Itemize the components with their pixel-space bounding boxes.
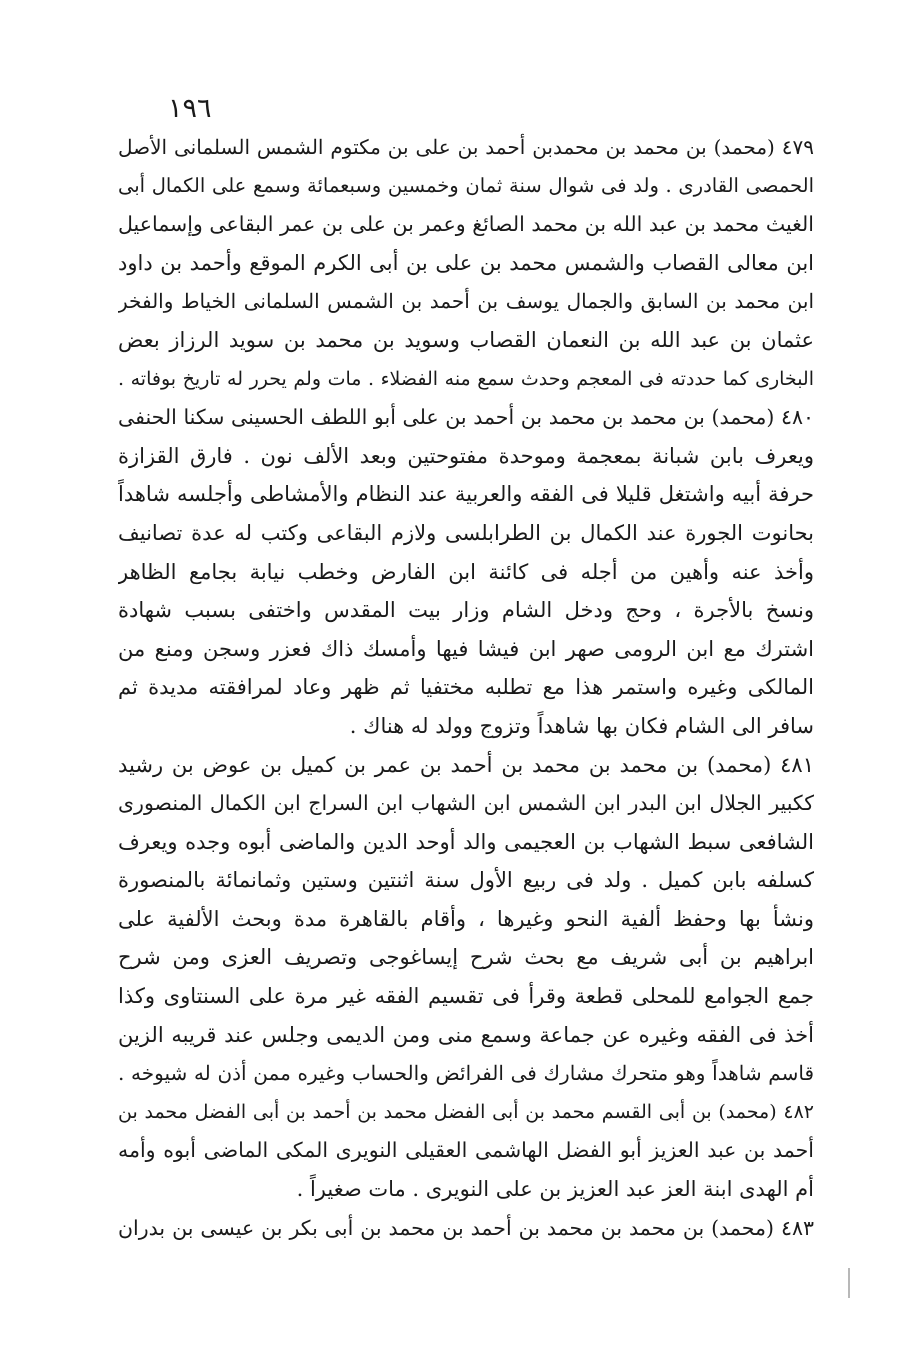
text-line: بحانوت الجورة عند الكمال بن الطرابلسى ولازم البقاعى وكتب له عدة تصانيف (118, 520, 814, 545)
text-block (118, 128, 814, 1247)
text-line: الغيث محمد بن عبد الله بن محمد الصائغ وعمر بن على بن عمر البقاعى وإسماعيل (118, 212, 814, 237)
entry-481-start: ٤٨١ (محمد) بن محمد بن محمد بن أحمد بن عمر بن كميل بن عوض بن رشيد (118, 752, 814, 777)
entry-483-start: ٤٨٣ (محمد) بن محمد بن محمد بن أحمد بن محمد بن أبى بكر بن عيسى بن بدران (118, 1215, 814, 1240)
page-number: ١٩٦ (168, 93, 212, 124)
text-line: قاسم شاهداً وهو متحرك مشارك فى الفرائض والحساب وغيره ممن أذن له شيوخه . (118, 1061, 814, 1086)
text-line: اشترك مع ابن الرومى صهر ابن فيشا فيها وأمسك ذاك فعزر وسجن ومنع من (118, 636, 814, 661)
text-line: جمع الجوامع للمحلى قطعة وقرأ فى تقسيم الفقه غير مرة على السنتاوى وكذا (118, 984, 814, 1009)
entry-482-start: ٤٨٢ (محمد) بن أبى القسم محمد بن أبى الفضل محمد بن أحمد بن أبى الفضل محمد بن (118, 1100, 814, 1123)
text-line: وأخذ عنه وأهين من أجله فى كائنة ابن الفارض وخطب نيابة بجامع الظاهر (118, 559, 814, 584)
text-line: كسلفه بابن كميل . ولد فى ربيع الأول سنة اثنتين وستين وثمانمائة بالمنصورة (118, 868, 814, 893)
text-line: سافر الى الشام فكان بها شاهداً وتزوج وولد له هناك . (349, 713, 814, 738)
entry-480-start: ٤٨٠ (محمد) بن محمد بن محمد بن أحمد بن على أبو اللطف الحسينى سكنا الحنفى (118, 405, 814, 430)
text-line: أم الهدى ابنة العز عبد العزيز بن على النويرى . مات صغيراً . (296, 1177, 814, 1202)
text-line: البخارى كما حددته فى المعجم وحدث سمع منه الفضلاء . مات ولم يحرر له تاريخ بوفاته . (118, 367, 814, 390)
text-line: ونشأ بها وحفظ ألفية النحو وغيرها ، وأقام بالقاهرة مدة وبحث الألفية على (118, 906, 814, 931)
text-line: الشافعى سبط الشهاب بن العجيمى والد أوحد الدين والماضى أبوه وجده ويعرف (118, 829, 814, 854)
text-line: المالكى وغيره واستمر هذا مع تطلبه مختفيا ثم ظهر وعاد لمرافقته مديدة ثم (118, 675, 814, 700)
text-line: ونسخ بالأجرة ، وحج ودخل الشام وزار بيت المقدس واختفى بسبب شهادة (118, 598, 814, 623)
text-line: ابراهيم بن أبى شريف مع بحث شرح إيساغوجى وتصريف العزى ومن شرح (118, 945, 814, 970)
text-line: ابن محمد بن السابق والجمال يوسف بن أحمد بن الشمس السلمانى الخياط والفخر (118, 289, 814, 314)
text-line: ابن معالى القصاب والشمس محمد بن على بن أبى الكرم الموقع وأحمد بن داود (118, 250, 814, 275)
text-line: ككبير الجلال ابن البدر ابن الشمس ابن الشهاب ابن السراج ابن الكمال المنصورى (118, 791, 814, 816)
text-line: عثمان بن عبد الله بن النعمان القصاب وسويد بن محمد بن سويد الرزاز بعض (118, 327, 814, 352)
text-line: ٤٧٩ (محمد) بن محمد بن محمدبن أحمد بن على بن مكتوم الشمس السلمانى الأصل (118, 135, 814, 159)
margin-mark (848, 1268, 850, 1298)
text-line: ويعرف بابن شبانة بمعجمة وموحدة مفتوحتين وبعد الألف نون . فارق القزازة (118, 443, 814, 468)
text-line: أخذ فى الفقه وغيره عن جماعة وسمع منى ومن الديمى وجلس عند قريبه الزين (118, 1022, 814, 1047)
text-line: أحمد بن عبد العزيز أبو الفضل الهاشمى العقيلى النويرى المكى الماضى أبوه وأمه (118, 1138, 814, 1163)
text-line: حرفة أبيه واشتغل قليلا فى الفقه والعربية عند النظام والأمشاطى وأجلسه شاهداً (118, 482, 814, 507)
text-line: الحمصى القادرى . ولد فى شوال سنة ثمان وخمسين وسبعمائة وسمع على الكمال أبى (118, 173, 814, 197)
